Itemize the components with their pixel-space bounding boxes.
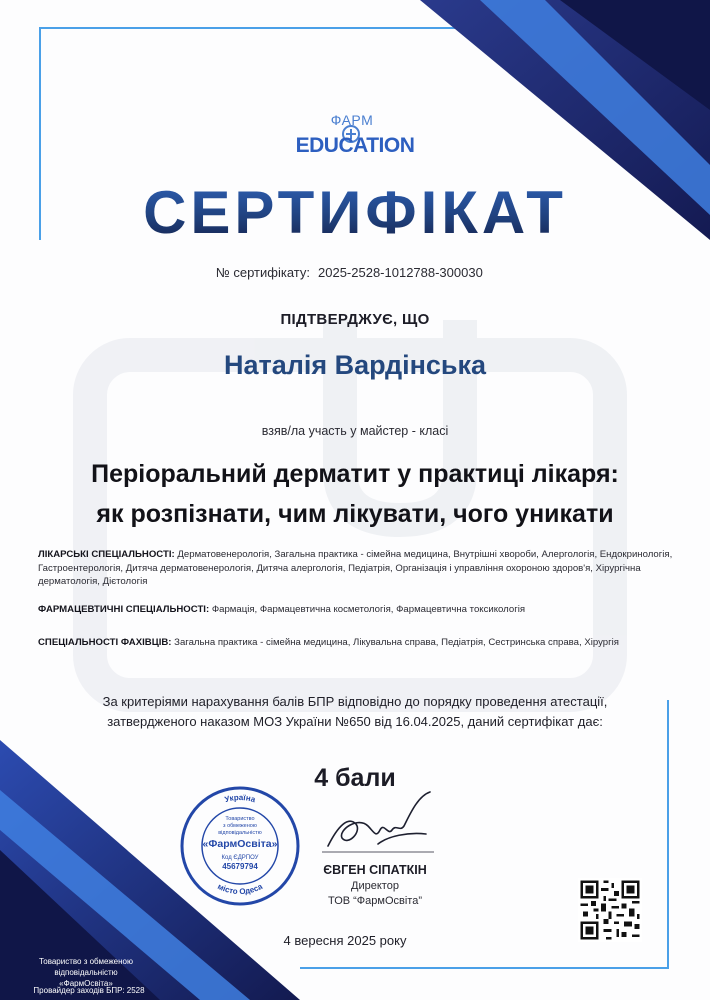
footer-line2: відповідальністю: [54, 968, 118, 977]
recipient-name: Наталія Вардінська: [223, 350, 487, 380]
certificate-number-label: № сертифікату:: [215, 265, 310, 280]
footer-provider: Провайдер заходів БПР: 2528: [33, 986, 145, 995]
specialist-specialties: [38, 636, 678, 650]
certificate-number: 2025-2528-1012788-300030: [318, 265, 483, 280]
stamp-code-label: Код ЄДРПОУ: [221, 855, 259, 861]
pharma-specialties: [38, 603, 678, 617]
director-name: ЄВГЕН СІПАТКІН: [323, 863, 427, 877]
course-title-line1: Періоральний дерматит у практиці лікаря:: [91, 460, 619, 488]
medical-specialties-text: Дерматовенерологія, Загальна практика - сімейна медицина, Внутрішні хвороби, Алергологія, Ендокринологія, Гастроентерологія, Дитяча дерматовенерологія, Дитяча алергологія, Педіатрія, Організація і управління охороною здоров'я, Хірургічна дерматологія, Дієтологія: [38, 549, 673, 587]
participation-text: взяв/ла участь у майстер - класі: [261, 424, 449, 438]
qr-code[interactable]: [578, 878, 642, 942]
footer-line3: «ФармОсвіта»: [59, 979, 113, 988]
certificate-title: СЕРТИФІКАТ: [0, 178, 710, 247]
stamp-company-name: «ФармОсвіта»: [202, 838, 278, 850]
footer-company: [6, 956, 166, 978]
company-stamp: [178, 784, 302, 908]
medical-specialties: [38, 548, 678, 589]
director-signature: [318, 786, 438, 862]
specialist-specialties-text: Загальна практика - сімейна медицина, Лікувальна справа, Педіатрія, Сестринська справа, Хірургія: [171, 637, 619, 648]
logo-bottom-text: EDUCATION: [295, 134, 415, 157]
specialist-specialties-label: СПЕЦІАЛЬНОСТІ ФАХІВЦІВ:: [38, 637, 172, 648]
confirms-heading: ПІДТВЕРДЖУЄ, ЩО: [280, 311, 430, 328]
stamp-line2: з обмеженою: [223, 823, 257, 829]
pharma-specialties-label: ФАРМАЦЕВТИЧНІ СПЕЦІАЛЬНОСТІ:: [38, 604, 210, 615]
stamp-line3: відповідальністю: [218, 830, 262, 836]
stamp-bottom-text: місто Одеса: [216, 881, 264, 897]
criteria-line1: За критеріями нарахування балів БПР відповідно до порядку проведення атестації,: [102, 694, 608, 709]
criteria-text: [0, 692, 710, 732]
footer-line1: Товариство з обмеженою: [38, 957, 133, 966]
pharma-specialties-text: Фармація, Фармацевтична косметологія, Фармацевтична токсикологія: [209, 604, 526, 615]
course-title: [0, 454, 710, 534]
criteria-line2: затвердженого наказом МОЗ України №650 від 16.04.2025, даний сертифікат дає:: [107, 714, 603, 729]
stamp-code: 45679794: [222, 862, 258, 871]
stamp-top-text: Україна: [223, 792, 257, 805]
svg-text:Україна: [224, 793, 257, 804]
medical-specialties-label: ЛІКАРСЬКІ СПЕЦІАЛЬНОСТІ:: [38, 549, 175, 560]
logo-top-text: ФАРМ: [330, 112, 374, 128]
director-organization: ТОВ “ФармОсвіта”: [327, 895, 423, 907]
course-title-line2: як розпізнати, чим лікувати, чого уникати: [96, 500, 614, 528]
issue-date: 4 вересня 2025 року: [283, 933, 407, 948]
points-value: 4 бали: [314, 764, 396, 792]
director-role: Директор: [351, 880, 399, 892]
stamp-line1: Товариство: [225, 816, 255, 822]
